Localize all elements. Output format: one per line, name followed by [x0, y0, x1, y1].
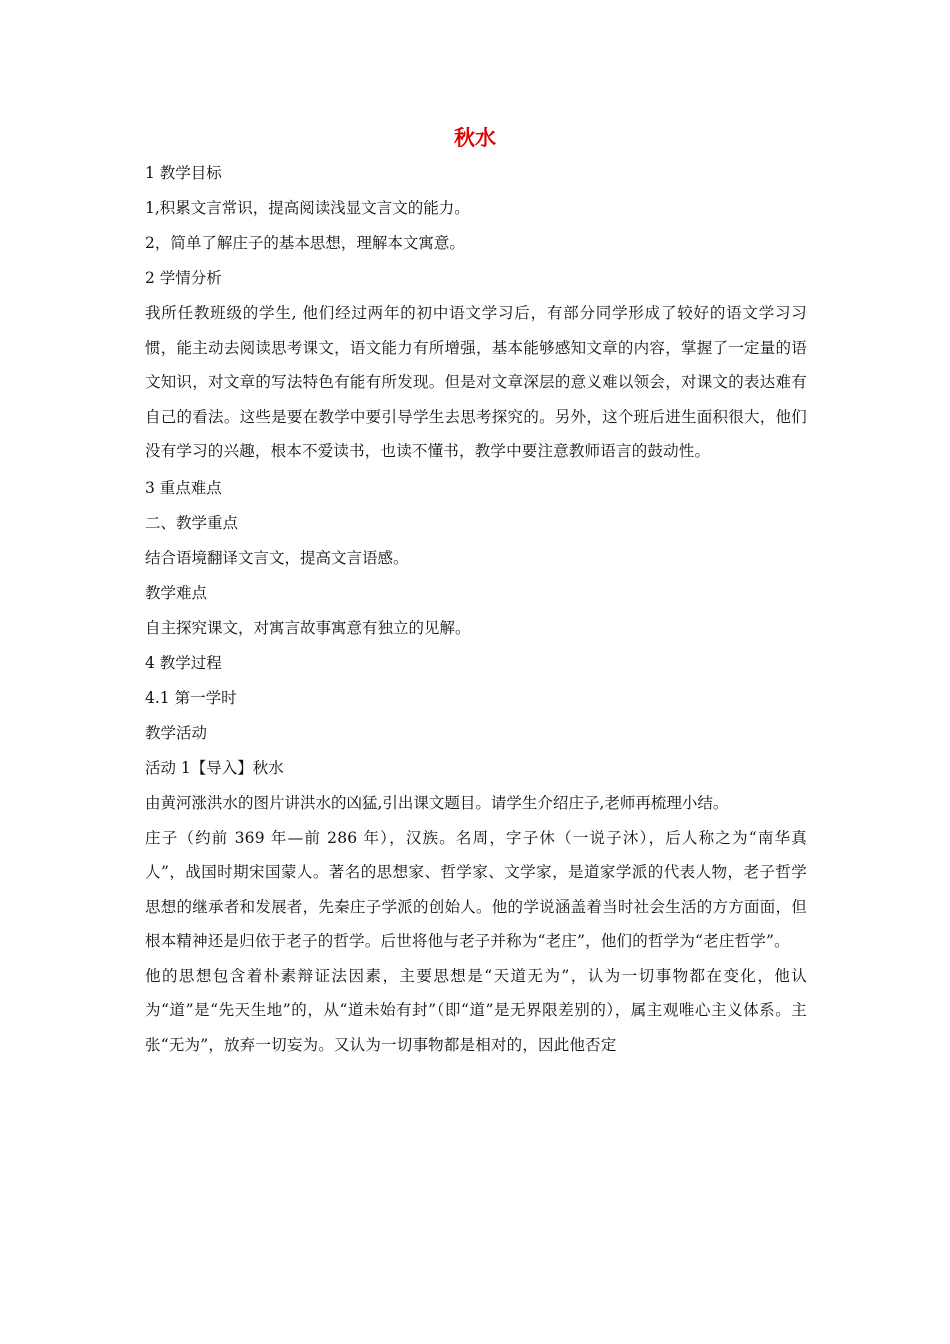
text-line: 1,积累文言常识，提高阅读浅显文言文的能力。: [145, 199, 470, 217]
document-title: 秋水: [454, 126, 496, 150]
subheading: 教学活动: [145, 723, 208, 742]
subheading: 二、教学重点: [145, 513, 239, 532]
paragraph: 我所任教班级的学生, 他们经过两年的初中语文学习后，有部分同学形成了较好的语文学习习惯，能主动去阅读思考课文，语文能力有所增强，基本能够感知文章的内容，掌握了一定量的语文知识，对文章的写法特色有能有所发现。但是对文章深层的意义难以领会，对课文的表达难有自己的看法。这些是要在教学中要引导学生去思考探究的。另外，这个班后进生面积很大，他们没有学习的兴趣，根本不爱读书，也读不懂书，教学中要注意教师语言的鼓动性。: [145, 304, 807, 460]
section-heading: 3 重点难点: [145, 478, 222, 497]
document-body: [145, 162, 807, 1062]
subheading: 教学难点: [145, 583, 208, 602]
section-heading: 4 教学过程: [145, 653, 222, 672]
text-line: 结合语境翻译文言文，提高文言语感。: [145, 548, 409, 567]
subheading: 活动 1【导入】秋水: [145, 758, 284, 777]
subheading: 4.1 第一学时: [145, 688, 237, 707]
text-line: 由黄河涨洪水的图片讲洪水的凶猛,引出课文题目。请学生介绍庄子,老师再梳理小结。: [145, 793, 729, 812]
section-heading: 2 学情分析: [145, 269, 222, 287]
paragraph: 庄子（约前 369 年—前 286 年），汉族。名周，字子休（一说子沐），后人称之为“南华真人”，战国时期宋国蒙人。著名的思想家、哲学家、文学家，是道家学派的代表人物，老子哲学思想的继承者和发展者，先秦庄子学派的创始人。他的学说涵盖着当时社会生活的方方面面，但根本精神还是归依于老子的哲学。后世将他与老子并称为“老庄”，他们的哲学为“老庄哲学”。: [145, 828, 807, 950]
section-heading: 1 教学目标: [145, 164, 222, 182]
paragraph: 他的思想包含着朴素辩证法因素，主要思想是“天道无为”，认为一切事物都在变化，他认为“道”是“先天生地”的，从“道未始有封”（即“道”是无界限差别的），属主观唯心主义体系。主张“无为”，放弃一切妄为。又认为一切事物都是相对的，因此他否定: [145, 966, 807, 1054]
text-line: 2，简单了解庄子的基本思想，理解本文寓意。: [145, 234, 465, 252]
text-line: 自主探究课文，对寓言故事寓意有独立的见解。: [145, 618, 471, 637]
